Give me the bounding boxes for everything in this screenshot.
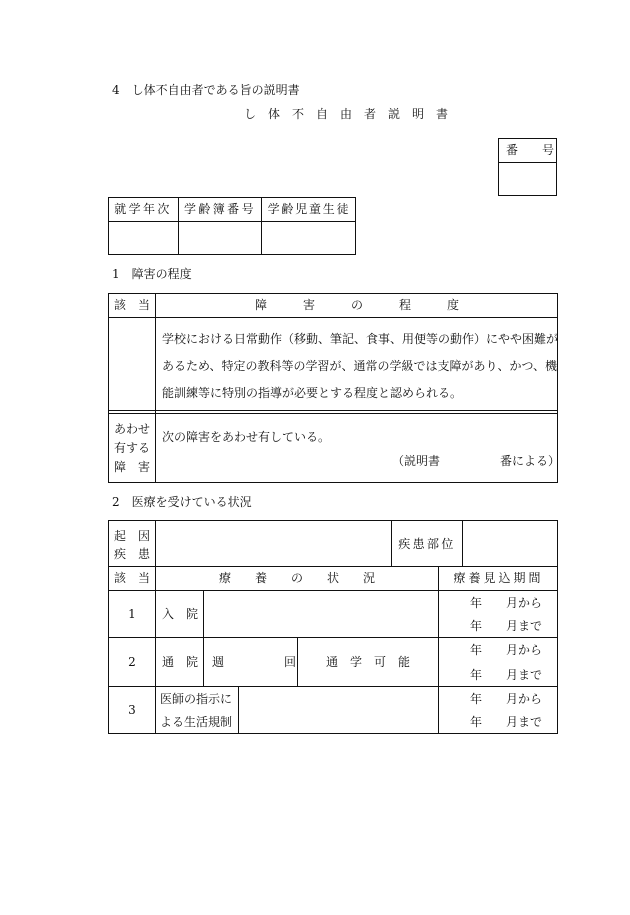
row3-period-to: 年 月まで — [470, 715, 543, 729]
grade-header-year: 就学年次 — [114, 202, 172, 216]
number-value[interactable] — [500, 164, 555, 194]
degree-line-3: 能訓練等に特別の指導が必要とする程度と認められる。 — [162, 386, 463, 400]
section2-title: 2 医療を受けている状況 — [112, 495, 252, 509]
number-label: 番 号 — [506, 143, 555, 157]
disease-site-input[interactable] — [464, 522, 556, 564]
row2-school-possible: 通 学 可 能 — [325, 655, 410, 669]
row2-period-from: 年 月から — [470, 643, 543, 657]
row1-detail-input[interactable] — [205, 592, 436, 635]
col-period-header: 療養見込期間 — [453, 571, 544, 585]
grade-value-student[interactable] — [263, 223, 355, 253]
row3-label-line2: よる生活規制 — [160, 715, 233, 729]
row1-period-from: 年 月から — [470, 596, 543, 610]
grade-value-register-number[interactable] — [180, 223, 260, 253]
cause-disease-input[interactable] — [157, 522, 389, 564]
col-applicable-header: 該 当 — [113, 298, 150, 312]
cause-label-1: 起 因 — [113, 529, 150, 543]
row1-label-inpatient: 入 院 — [162, 607, 199, 621]
combined-label-3: 障 害 — [113, 460, 150, 474]
degree-line-2: あるため、特定の教科等の学習が、通常の学級では支障があり、かつ、機 — [162, 359, 558, 373]
row3-number: 3 — [128, 703, 136, 717]
combined-text: 次の障害をあわせ有している。 — [162, 430, 331, 444]
combined-label-2: 有する — [113, 441, 150, 455]
section-heading: 4 し体不自由者である旨の説明書 — [112, 83, 300, 97]
row2-period-to: 年 月まで — [470, 668, 543, 682]
degree-checkbox-cell[interactable] — [110, 319, 154, 408]
row2-number: 2 — [128, 655, 136, 669]
row3-label-line1: 医師の指示に — [160, 692, 233, 706]
degree-line-1: 学校における日常動作（移動、筆記、食事、用便等の動作）にやや困難が — [162, 332, 559, 346]
row1-number: 1 — [128, 607, 136, 621]
row2-weekly-visits: 週 回 — [212, 655, 297, 669]
row1-period-to: 年 月まで — [470, 619, 543, 633]
col-degree-header: 障 害 の 程 度 — [254, 298, 459, 312]
document-title: し 体 不 自 由 者 説 明 書 — [244, 107, 449, 121]
grade-header-register-number: 学齢簿番号 — [183, 202, 256, 216]
grade-value-year[interactable] — [110, 223, 176, 253]
explanation-reference: （説明書 番による） — [392, 454, 561, 468]
row3-detail-input[interactable] — [240, 688, 436, 732]
disease-site-label: 疾患部位 — [398, 537, 456, 551]
row2-label-outpatient: 通 院 — [162, 655, 199, 669]
col-applicable-header-2: 該 当 — [113, 571, 150, 585]
col-status-header: 療 養 の 状 況 — [218, 571, 375, 585]
combined-label-1: あわせ — [113, 422, 150, 436]
grade-header-student: 学齢児童生徒 — [267, 202, 351, 216]
row3-period-from: 年 月から — [470, 692, 543, 706]
section1-title: 1 障害の程度 — [112, 267, 192, 281]
cause-label-2: 疾 患 — [113, 547, 150, 561]
